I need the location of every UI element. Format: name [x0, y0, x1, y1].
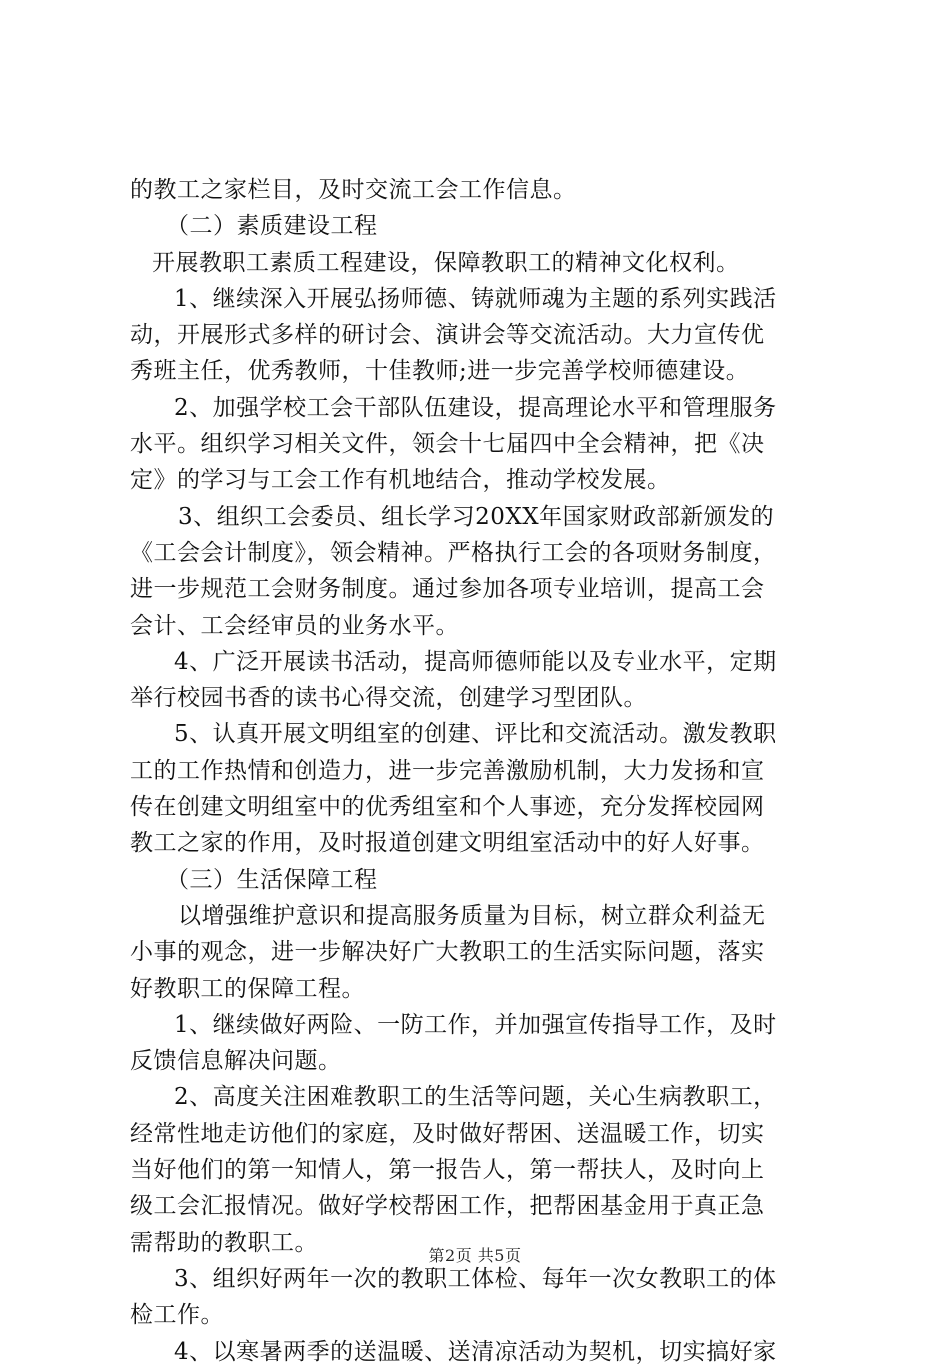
paragraph-line: （三）生活保障工程 [166, 866, 378, 893]
paragraph-line: 的教工之家栏目，及时交流工会工作信息。 [130, 177, 577, 203]
paragraph-line: 小事的观念，进一步解决好广大教职工的生活实际问题，落实 [130, 939, 765, 966]
paragraph-line: 5、认真开展文明组室的创建、评比和交流活动。激发教职 [174, 721, 777, 748]
paragraph-line: 4、以寒暑两季的送温暖、送清凉活动为契机，切实搞好家 [174, 1338, 777, 1365]
paragraph-line: 开展教职工素质工程建设，保障教职工的精神文化权利。 [152, 249, 740, 276]
paragraph-line: 好教职工的保障工程。 [130, 975, 365, 1002]
paragraph-line: （二）素质建设工程 [166, 213, 378, 240]
paragraph-line: 2、加强学校工会干部队伍建设，提高理论水平和管理服务 [174, 394, 777, 421]
paragraph-line: 会计、工会经审员的业务水平。 [130, 612, 459, 639]
paragraph-line: 4、广泛开展读书活动，提高师德师能以及专业水平，定期 [174, 648, 777, 675]
paragraph-line: 3、组织工会委员、组长学习20XX年国家财政部新颁发的 [178, 503, 775, 530]
paragraph-line: 定》的学习与工会工作有机地结合，推动学校发展。 [130, 467, 671, 494]
paragraph-line: 级工会汇报情况。做好学校帮困工作，把帮困基金用于真正急 [130, 1193, 765, 1220]
paragraph-line: 以增强维护意识和提高服务质量为目标，树立群众利益无 [178, 902, 766, 929]
paragraph-line: 1、继续做好两险、一防工作，并加强宣传指导工作，及时 [174, 1011, 777, 1038]
paragraph-line: 反馈信息解决问题。 [130, 1048, 342, 1075]
paragraph-line: 当好他们的第一知情人，第一报告人，第一帮扶人，及时向上 [130, 1157, 765, 1184]
paragraph-line: 1、继续深入开展弘扬师德、铸就师魂为主题的系列实践活 [174, 285, 777, 312]
paragraph-line: 动，开展形式多样的研讨会、演讲会等交流活动。大力宣传优 [130, 322, 765, 349]
paragraph-line: 举行校园书香的读书心得交流，创建学习型团队。 [130, 685, 647, 712]
paragraph-line: 2、高度关注困难教职工的生活等问题，关心生病教职工， [174, 1084, 777, 1111]
paragraph-line: 需帮助的教职工。 [130, 1229, 318, 1256]
paragraph-line: 3、组织好两年一次的教职工体检、每年一次女教职工的体 [174, 1265, 777, 1292]
document-body [130, 172, 830, 1370]
paragraph-line: 经常性地走访他们的家庭，及时做好帮困、送温暖工作，切实 [130, 1120, 765, 1147]
page-footer: 第2页 共5页 [428, 1246, 522, 1265]
paragraph-line: 进一步规范工会财务制度。通过参加各项专业培训，提高工会 [130, 576, 765, 603]
paragraph-line: 水平。组织学习相关文件，领会十七届四中全会精神，把《决 [130, 431, 765, 458]
paragraph-line: 《工会会计制度》，领会精神。严格执行工会的各项财务制度， [130, 539, 777, 566]
paragraph-line: 教工之家的作用，及时报道创建文明组室活动中的好人好事。 [130, 830, 765, 857]
paragraph-line: 检工作。 [130, 1302, 224, 1329]
paragraph-line: 秀班主任，优秀教师，十佳教师;进一步完善学校师德建设。 [130, 358, 750, 385]
paragraph-line: 工的工作热情和创造力，进一步完善激励机制，大力发扬和宣 [130, 757, 765, 784]
paragraph-line: 传在创建文明组室中的优秀组室和个人事迹，充分发挥校园网 [130, 794, 765, 821]
